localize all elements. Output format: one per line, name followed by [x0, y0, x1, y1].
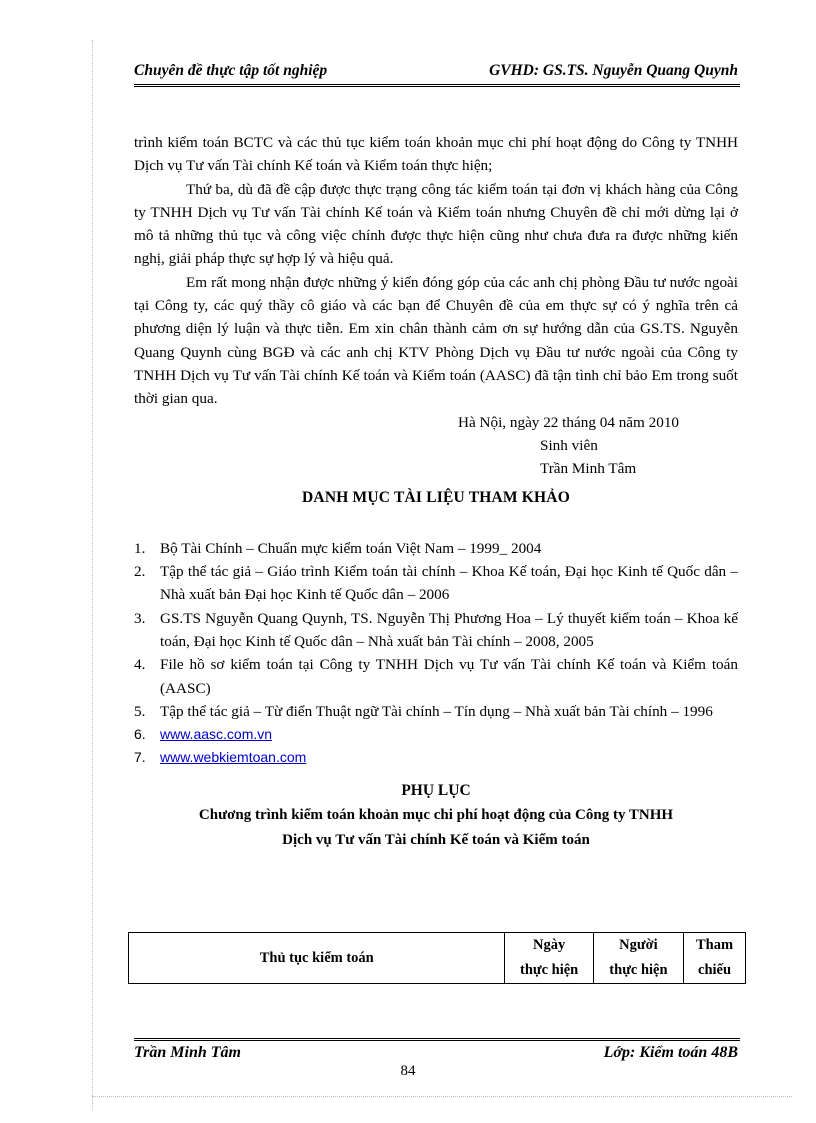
- header-person: [593, 933, 683, 984]
- header-rule: [134, 84, 740, 87]
- reference-number: 4.: [134, 656, 146, 674]
- reference-number: 1.: [134, 539, 146, 557]
- reference-number: 6.: [134, 726, 146, 743]
- header-person-line1: Người: [619, 937, 658, 953]
- reference-item: [134, 607, 738, 654]
- reference-item: [134, 700, 738, 723]
- reference-item: [134, 537, 738, 560]
- reference-text: Bộ Tài Chính – Chuẩn mực kiểm toán Việt Nam – 1999_ 2004: [160, 539, 542, 557]
- reference-number: 2.: [134, 563, 146, 581]
- signature-date: Hà Nội, ngày 22 tháng 04 năm 2010: [458, 413, 680, 431]
- reference-item: [134, 746, 738, 769]
- header-person-line2: thực hiện: [609, 962, 668, 978]
- header-title: Chuyên đề thực tập tốt nghiệp: [134, 62, 328, 79]
- paragraph-1: trình kiểm toán BCTC và các thủ tục kiểm toán khoản mục chi phí hoạt động do Công ty TNHH Dịch vụ Tư vấn Tài chính Kế toán và Kiểm toán thực hiện;: [134, 134, 738, 175]
- audit-procedure-table: [128, 932, 746, 984]
- main-content: [134, 131, 738, 854]
- reference-number: 5.: [134, 702, 146, 720]
- signature-role: Sinh viên: [540, 436, 598, 454]
- header-date: [505, 933, 593, 984]
- footer-class: Lớp: Kiểm toán 48B: [603, 1044, 738, 1061]
- reference-number: 3.: [134, 609, 146, 627]
- paragraph-2: Thứ ba, dù đã đề cập được thực trạng công tác kiểm toán tại đơn vị khách hàng của Công ty TNHH Dịch vụ Tư vấn Tài chính Kế toán và Kiểm toán nhưng Chuyên đề chỉ mới dừng lại ở mô tả những thủ tục và công việc chính được thực hiện cũng như chưa đưa ra được những kiến nghị, giải pháp thực sự hợp lý và hiệu quả.: [134, 180, 738, 268]
- page-number: 84: [400, 1063, 416, 1079]
- signature-name: Trần Minh Tâm: [540, 460, 637, 478]
- webkiemtoan-link[interactable]: www.webkiemtoan.com: [160, 749, 307, 766]
- reference-item: [134, 653, 738, 700]
- reference-text: GS.TS Nguyễn Quang Quynh, TS. Nguyễn Thị Phương Hoa – Lý thuyết kiểm toán – Khoa kế toán, Đại học Kinh tế Quốc dân – Nhà xuất bản Tài chính – 2008, 2005: [160, 609, 738, 650]
- header-date-line1: Ngày: [533, 937, 566, 953]
- header-date-line2: thực hiện: [520, 962, 579, 978]
- table-header-row: [129, 933, 746, 984]
- footer-rule: [134, 1038, 740, 1041]
- reference-item: [134, 560, 738, 607]
- appendix-subtitle-line1: Chương trình kiểm toán khoản mục chi phí hoạt động của Công ty TNHH: [198, 806, 674, 823]
- header-reference-line1: Tham: [696, 937, 734, 953]
- appendix-subtitle-line2: Dịch vụ Tư vấn Tài chính Kế toán và Kiểm toán: [282, 832, 590, 849]
- reference-text: File hồ sơ kiểm toán tại Công ty TNHH Dịch vụ Tư vấn Tài chính Kế toán và Kiểm toán (AASC): [160, 656, 738, 697]
- header-reference-line2: chiếu: [698, 962, 732, 978]
- header-supervisor: GVHD: GS.TS. Nguyễn Quang Quynh: [489, 62, 738, 79]
- header-reference: [684, 933, 746, 984]
- page-header: [134, 58, 738, 82]
- reference-text: Tập thể tác giả – Từ điển Thuật ngữ Tài chính – Tín dụng – Nhà xuất bản Tài chính – 1996: [160, 702, 713, 720]
- aasc-link[interactable]: www.aasc.com.vn: [160, 726, 273, 743]
- paragraph-3: Em rất mong nhận được những ý kiến đóng góp của các anh chị phòng Đầu tư nước ngoài tại Công ty, các quý thầy cô giáo và các bạn để Chuyên đề của em thực sự có ý nghĩa trên cả phương diện lý luận và thực tiễn. Em xin chân thành cảm ơn sự hướng dẫn của GS.TS. Nguyễn Quang Quynh cùng BGĐ và các anh chị KTV Phòng Dịch vụ Đầu tư nước ngoài của Công ty TNHH Dịch vụ Tư vấn Tài chính Kế toán và Kiểm toán (AASC) đã tận tình chỉ bảo Em trong suốt thời gian qua.: [134, 273, 738, 408]
- reference-item: [134, 723, 738, 746]
- references-list: [134, 537, 738, 770]
- footer-author: Trần Minh Tâm: [134, 1044, 241, 1061]
- reference-number: 7.: [134, 749, 146, 766]
- page-frame-left: [92, 40, 93, 1110]
- references-title: DANH MỤC TÀI LIỆU THAM KHẢO: [302, 489, 570, 507]
- reference-text: Tập thể tác giả – Giáo trình Kiểm toán tài chính – Khoa Kế toán, Đại học Kinh tế Quốc dân – Nhà xuất bản Đại học Kinh tế Quốc dân – 2006: [160, 563, 738, 604]
- header-procedure: Thủ tục kiểm toán: [129, 933, 505, 984]
- page-frame-bottom: [92, 1096, 792, 1097]
- appendix-title: PHỤ LỤC: [401, 781, 471, 799]
